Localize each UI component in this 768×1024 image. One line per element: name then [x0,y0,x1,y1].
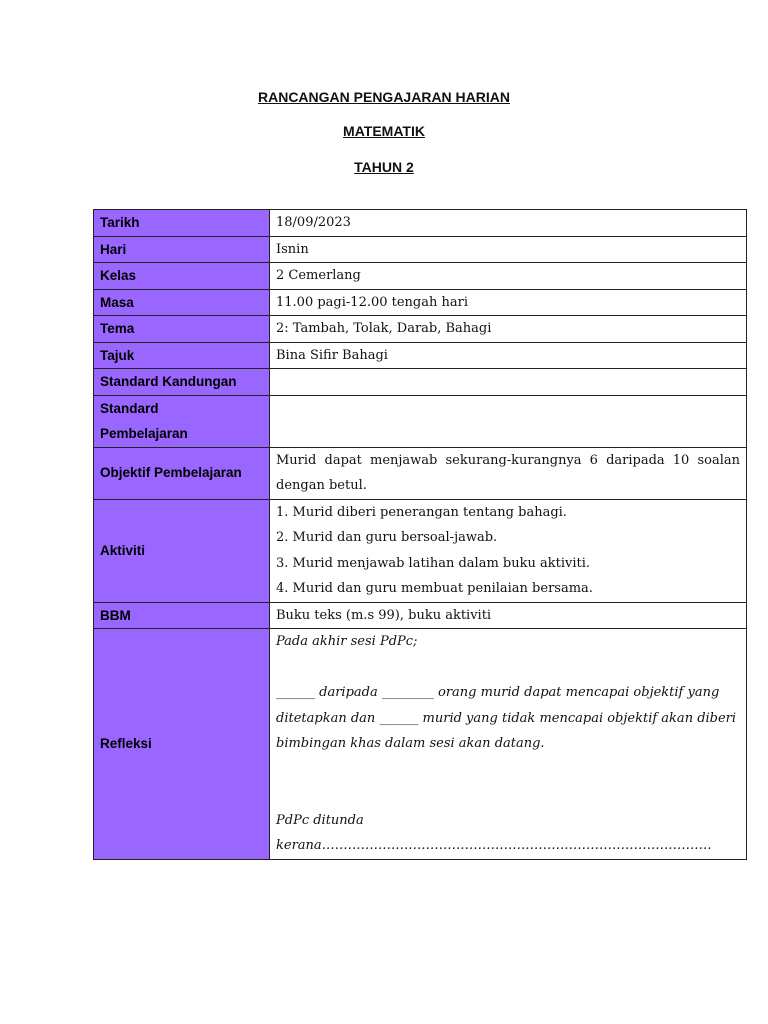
label-tema: Tema [94,316,270,343]
row-standard-pembelajaran [94,395,747,447]
row-masa [94,289,747,316]
value-objektif: Murid dapat menjawab sekurang-kurangnya 6 daripada 10 soalan dengan betul. [270,447,747,499]
label-standard-pembelajaran [94,395,270,447]
label-kelas: Kelas [94,263,270,290]
value-refleksi [270,629,747,860]
doc-subject: MATEMATIK [343,123,425,139]
refleksi-spacer [276,782,740,808]
doc-year: TAHUN 2 [354,159,414,175]
label-refleksi: Refleksi [94,629,270,860]
refleksi-ditunda-line: PdPc ditunda kerana……………………………………………………………………………… [276,812,712,853]
row-hari [94,236,747,263]
value-tajuk: Bina Sifir Bahagi [270,342,747,369]
value-standard-pembelajaran [270,395,747,447]
label-tajuk: Tajuk [94,342,270,369]
label-masa: Masa [94,289,270,316]
value-kelas: 2 Cemerlang [270,263,747,290]
value-tarikh: 18/09/2023 [270,210,747,237]
aktiviti-item: 3. Murid menjawab latihan dalam buku aktiviti. [276,555,591,571]
value-masa: 11.00 pagi-12.00 tengah hari [270,289,747,316]
label-standard-pembelajaran-line2: Pembelajaran [100,426,188,441]
row-tarikh [94,210,747,237]
label-bbm: BBM [94,602,270,629]
refleksi-line: bimbingan khas dalam sesi akan datang. [276,736,545,751]
refleksi-line: ______ daripada ________ orang murid dapat mencapai objektif yang [276,685,720,700]
value-tema: 2: Tambah, Tolak, Darab, Bahagi [270,316,747,343]
refleksi-spacer [276,757,740,783]
label-standard-pembelajaran-line1: Standard [100,400,159,416]
row-standard-kandungan [94,369,747,396]
refleksi-line: Pada akhir sesi PdPc; [276,634,418,649]
refleksi-spacer [276,655,740,681]
row-kelas [94,263,747,290]
label-objektif: Objektif Pembelajaran [94,447,270,499]
aktiviti-item: 4. Murid dan guru membuat penilaian bersama. [276,581,593,596]
value-aktiviti [270,499,747,602]
label-hari: Hari [94,236,270,263]
value-hari: Isnin [270,236,747,263]
row-objektif [94,447,747,499]
label-tarikh: Tarikh [94,210,270,237]
row-refleksi [94,629,747,860]
doc-title: RANCANGAN PENGAJARAN HARIAN [257,89,510,105]
label-standard-kandungan: Standard Kandungan [94,369,270,396]
value-bbm: Buku teks (m.s 99), buku aktiviti [270,602,747,629]
label-aktiviti: Aktiviti [94,499,270,602]
aktiviti-item: 2. Murid dan guru bersoal-jawab. [276,530,498,545]
aktiviti-item: 1. Murid diberi penerangan tentang bahagi. [276,504,567,520]
refleksi-line: ditetapkan dan ______ murid yang tidak mencapai objektif akan diberi [276,710,737,726]
row-tema [94,316,747,343]
row-aktiviti [94,499,747,602]
value-standard-kandungan [270,369,747,396]
lesson-plan-table [93,209,747,860]
row-bbm [94,602,747,629]
row-tajuk [94,342,747,369]
